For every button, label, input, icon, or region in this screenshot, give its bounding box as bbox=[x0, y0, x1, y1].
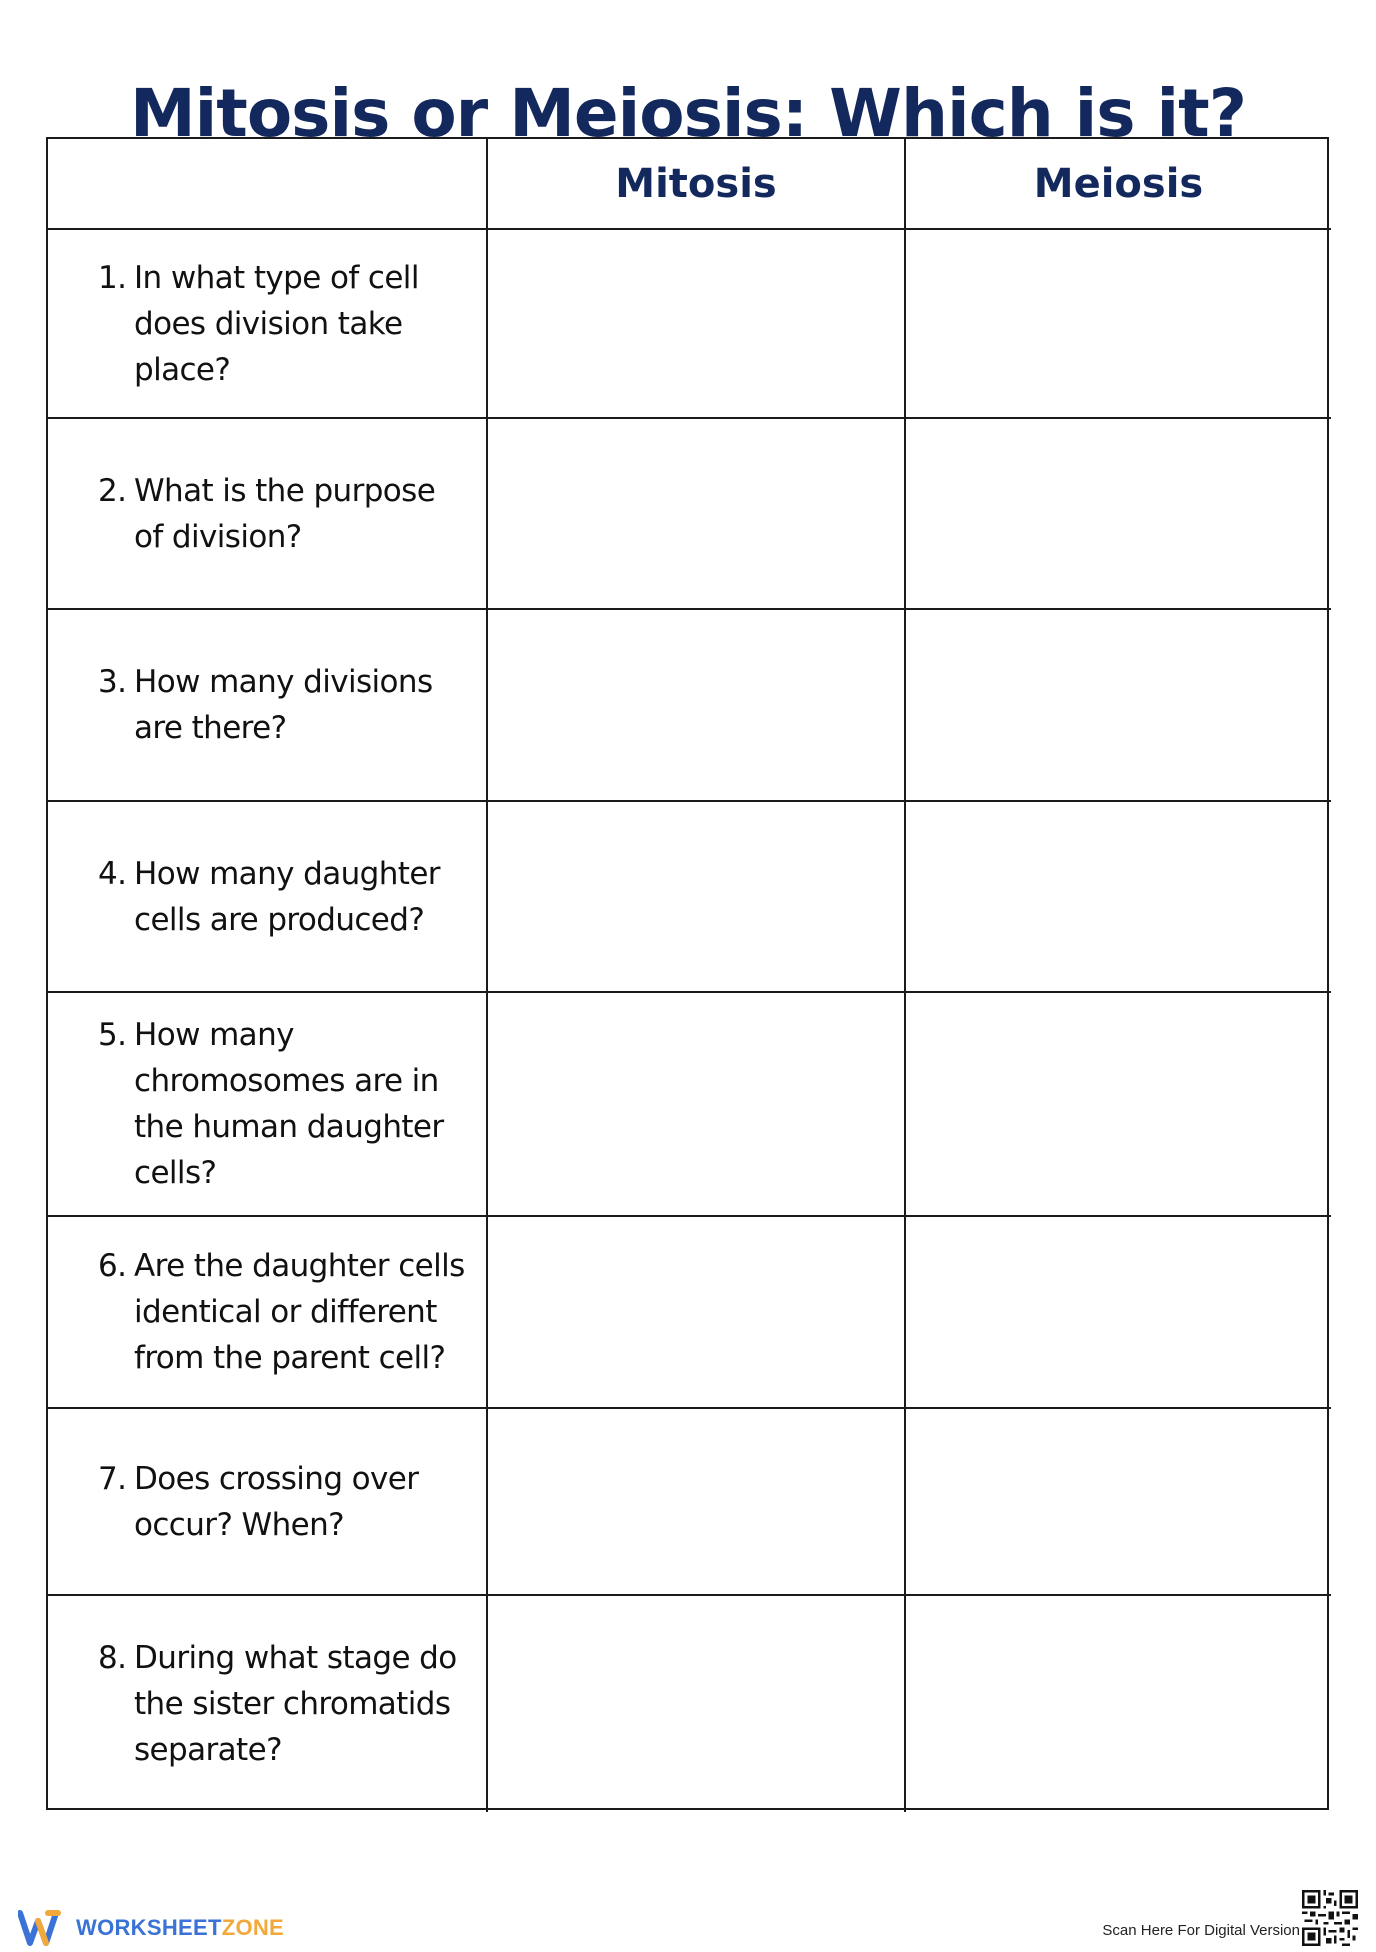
scan-label: Scan Here For Digital Version bbox=[1102, 1922, 1300, 1939]
question-number: 7. bbox=[98, 1460, 127, 1497]
question-cell-1 bbox=[48, 230, 488, 419]
question-text: How many divisions are there? bbox=[134, 664, 433, 746]
question-cell-8 bbox=[48, 1596, 488, 1812]
question-cell-5 bbox=[48, 993, 488, 1217]
question-cell-6 bbox=[48, 1217, 488, 1409]
answer-mitosis-5[interactable] bbox=[488, 993, 906, 1217]
answer-meiosis-1[interactable] bbox=[906, 230, 1331, 419]
answer-meiosis-7[interactable] bbox=[906, 1409, 1331, 1596]
question-cell-4 bbox=[48, 802, 488, 993]
answer-mitosis-7[interactable] bbox=[488, 1409, 906, 1596]
question-number: 6. bbox=[98, 1248, 127, 1284]
question-text: How many chromosomes are in the human daughter cells? bbox=[134, 1017, 444, 1191]
answer-meiosis-5[interactable] bbox=[906, 993, 1331, 1217]
answer-meiosis-8[interactable] bbox=[906, 1596, 1331, 1812]
column-header-meiosis: Meiosis bbox=[906, 139, 1331, 230]
answer-meiosis-6[interactable] bbox=[906, 1217, 1331, 1409]
question-number: 5. bbox=[98, 1017, 127, 1053]
worksheetzone-logo-icon bbox=[18, 1909, 66, 1947]
comparison-table bbox=[46, 137, 1329, 1810]
question-number: 4. bbox=[98, 855, 127, 892]
worksheetzone-logo[interactable] bbox=[18, 1908, 284, 1948]
answer-mitosis-2[interactable] bbox=[488, 419, 906, 610]
column-header-mitosis: Mitosis bbox=[488, 139, 906, 230]
question-cell-3 bbox=[48, 610, 488, 802]
question-text: In what type of cell does division take place? bbox=[134, 259, 419, 388]
question-number: 2. bbox=[98, 472, 127, 509]
qr-code-icon[interactable] bbox=[1302, 1890, 1358, 1946]
logo-wordmark: WORKSHEETZONE bbox=[76, 1915, 285, 1940]
question-text: Does crossing over occur? When? bbox=[134, 1460, 419, 1543]
answer-mitosis-6[interactable] bbox=[488, 1217, 906, 1409]
question-cell-2 bbox=[48, 419, 488, 610]
answer-meiosis-3[interactable] bbox=[906, 610, 1331, 802]
answer-mitosis-8[interactable] bbox=[488, 1596, 906, 1812]
question-number: 8. bbox=[98, 1640, 127, 1676]
question-number: 3. bbox=[98, 664, 127, 700]
page-title: Mitosis or Meiosis: Which is it? bbox=[129, 75, 1247, 153]
answer-meiosis-4[interactable] bbox=[906, 802, 1331, 993]
answer-mitosis-4[interactable] bbox=[488, 802, 906, 993]
header-blank-cell bbox=[48, 139, 488, 230]
question-number: 1. bbox=[98, 259, 127, 296]
question-cell-7 bbox=[48, 1409, 488, 1596]
question-text: What is the purpose of division? bbox=[134, 472, 436, 555]
question-text: How many daughter cells are produced? bbox=[134, 855, 440, 938]
question-text: During what stage do the sister chromatids separate? bbox=[134, 1640, 457, 1768]
answer-meiosis-2[interactable] bbox=[906, 419, 1331, 610]
answer-mitosis-1[interactable] bbox=[488, 230, 906, 419]
answer-mitosis-3[interactable] bbox=[488, 610, 906, 802]
question-text: Are the daughter cells identical or different from the parent cell? bbox=[134, 1248, 465, 1376]
